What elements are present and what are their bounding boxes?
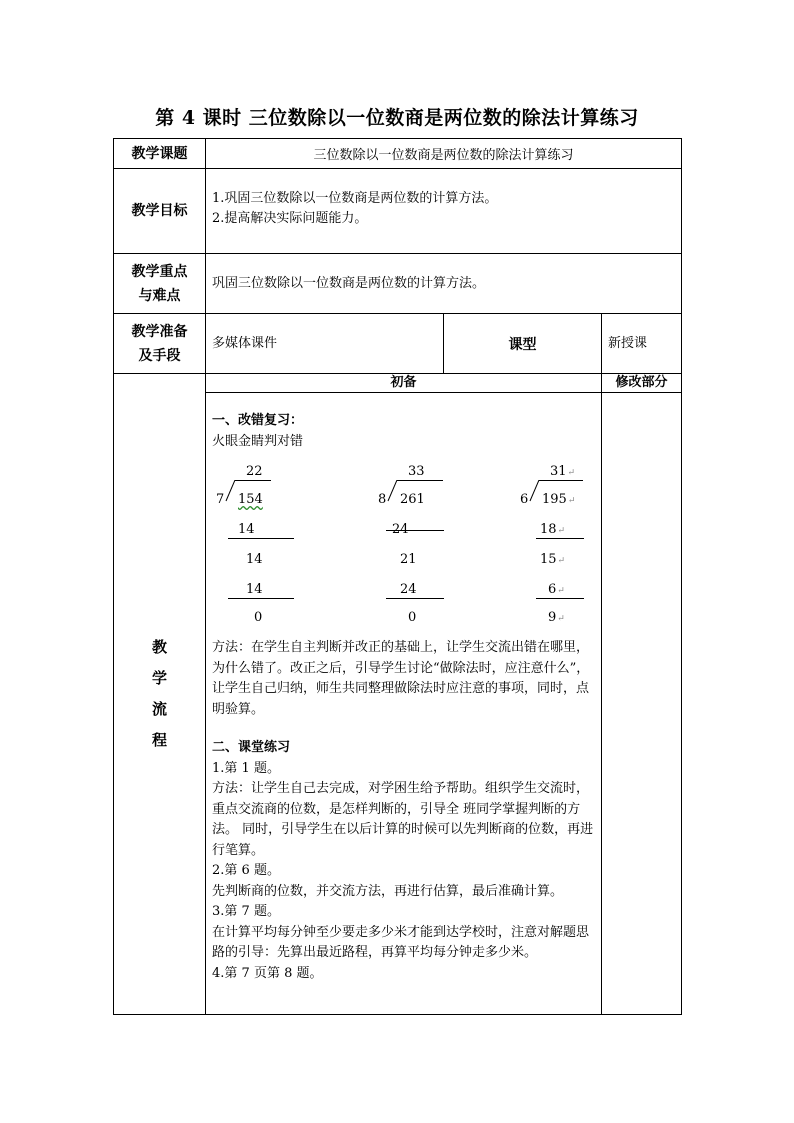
step-product: 24 <box>400 582 417 597</box>
step-value: 9 <box>548 610 557 625</box>
dividend-value: 195 <box>542 492 567 507</box>
practice-item: 在计算平均每分钟至少要走多少米才能到达学校时，注意对解题思路的引导：先算出最近路程，再算平均每分钟走多少米。 <box>212 924 590 960</box>
return-mark-icon: ↵ <box>567 496 576 506</box>
quotient: 22 <box>246 464 263 479</box>
return-mark-icon: ↵ <box>557 614 565 624</box>
step-value: 15 <box>540 552 557 567</box>
row-topic <box>114 139 682 169</box>
divisor: 8 <box>378 492 387 507</box>
step-line <box>386 530 444 531</box>
step-line <box>536 598 584 599</box>
division-top-line <box>397 480 443 481</box>
flow-label-char: 流 <box>151 700 167 718</box>
topic-label: 教学课题 <box>114 139 206 169</box>
return-mark-icon: ↵ <box>557 556 566 566</box>
long-division-1 <box>216 462 346 632</box>
practice-item: 先判断商的位数，并交流方法，再进行估算，最后准确计算。 <box>212 883 564 899</box>
topic-value: 三位数除以一位数商是两位数的除法计算练习 <box>206 139 682 169</box>
return-mark-icon: ↵ <box>557 586 565 596</box>
row-prep <box>114 314 682 374</box>
quotient-value: 31 <box>550 464 567 479</box>
lesson-plan-table <box>113 138 682 1015</box>
return-mark-icon: ↵ <box>557 526 566 536</box>
flow-label <box>114 374 206 1015</box>
flow-label-char: 程 <box>151 731 167 749</box>
lesson-type-value: 新授课 <box>602 314 682 374</box>
key-points-label-line1: 教学重点 <box>131 263 188 280</box>
long-division-2 <box>378 462 508 632</box>
section1-title: 一、改错复习： <box>212 413 304 428</box>
dividend: 154 <box>238 492 263 507</box>
goals-label: 教学目标 <box>114 169 206 254</box>
step-remainder: 21 <box>400 552 417 567</box>
step-product: 14 <box>238 522 255 537</box>
prep-label-line2: 及手段 <box>138 347 181 364</box>
method-paragraph: 方法：在学生自主判断并改正的基础上，让学生交流出错在哪里，为什么错了。改正之后，引导学生讨论“做除法时，应注意什么”，让学生自己归纳，师生共同整理做除法时应注意的事项，同时，点明验算。 <box>212 640 590 717</box>
document-title: 第 4 课时 三位数除以一位数商是两位数的除法计算练习 <box>155 107 639 129</box>
step-product: 24 <box>392 522 409 537</box>
dividend <box>542 490 575 512</box>
key-points-value: 巩固三位数除以一位数商是两位数的计算方法。 <box>206 254 682 314</box>
step-line <box>228 538 294 539</box>
revise-column-header: 修改部分 <box>602 374 682 393</box>
prep-label-line1: 教学准备 <box>131 323 188 340</box>
step-remainder <box>540 550 565 572</box>
step-line <box>228 598 294 599</box>
prep-value: 多媒体课件 <box>206 314 444 374</box>
quotient: 33 <box>408 464 425 479</box>
final-remainder <box>548 608 565 630</box>
key-points-label-line2: 与难点 <box>138 287 181 304</box>
flow-label-char: 教 <box>151 638 167 656</box>
key-points-label <box>114 254 206 314</box>
row-key-points <box>114 254 682 314</box>
practice-item: 1.第 1 题。 <box>212 760 280 776</box>
flow-label-char: 学 <box>151 669 167 687</box>
step-line <box>386 598 444 599</box>
row-flow-head <box>114 374 682 393</box>
step-value: 6 <box>548 582 557 597</box>
divisor: 7 <box>216 492 225 507</box>
section2-title: 二、课堂练习 <box>212 740 291 755</box>
practice-item: 4.第 7 页第 8 题。 <box>212 965 323 981</box>
prep-label <box>114 314 206 374</box>
step-product: 14 <box>246 582 263 597</box>
draft-column-header: 初备 <box>206 374 602 393</box>
practice-item: 2.第 6 题。 <box>212 863 280 878</box>
long-division-3 <box>520 462 650 632</box>
goals-cell <box>206 169 682 254</box>
step-line <box>536 538 584 539</box>
return-mark-icon: ↵ <box>567 468 576 478</box>
long-division-exercises <box>210 462 597 632</box>
divisor: 6 <box>520 492 529 507</box>
section1-subtitle: 火眼金睛判对错 <box>212 433 304 449</box>
practice-item: 方法：让学生自己去完成，对学困生给予帮助。组织学生交流时，重点交流商的位数，是怎样判断的，引导全 班同学掌握判断的方法。 同时，引导学生在以后计算的时候可以先判断商的位数，再进行笔算。 <box>212 781 594 858</box>
practice-item: 3.第 7 题。 <box>212 904 280 919</box>
division-bracket <box>225 480 235 502</box>
row-goals <box>114 169 682 254</box>
lesson-type-label: 课型 <box>444 314 602 374</box>
division-bracket <box>529 480 539 502</box>
dividend: 261 <box>400 492 425 507</box>
division-top-line <box>235 480 271 481</box>
goal-item: 1.巩固三位数除以一位数商是两位数的计算方法。 <box>212 191 498 206</box>
goal-item: 2.提高解决实际问题能力。 <box>212 211 368 226</box>
flow-draft-content <box>206 393 602 1015</box>
division-top-line <box>539 480 583 481</box>
final-remainder: 0 <box>408 610 417 625</box>
step-remainder: 14 <box>246 552 263 567</box>
final-remainder: 0 <box>254 610 263 625</box>
step-value: 18 <box>540 522 557 537</box>
division-bracket <box>387 480 397 502</box>
